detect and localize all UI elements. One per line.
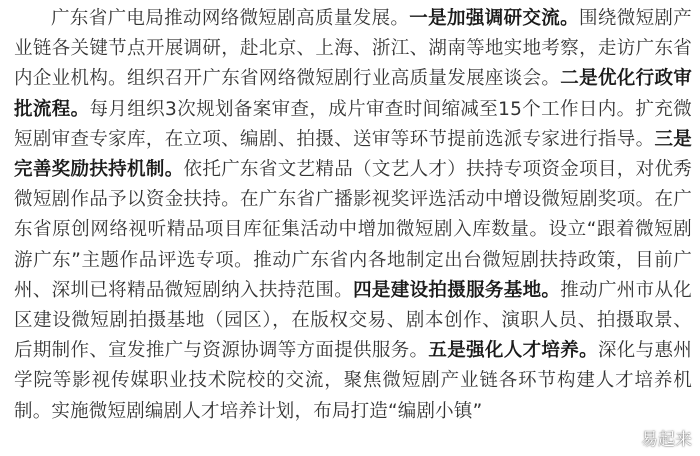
heading-five: 五是强化人才培养。 [428, 340, 598, 362]
weibo-icon [613, 428, 637, 448]
heading-one: 一是加强调研交流。 [409, 8, 579, 29]
article-body [14, 4, 692, 427]
watermark-text: 易起来 [641, 430, 692, 450]
article-paragraph [14, 4, 692, 427]
text-three: 依托广东省文艺精品（文艺人才）扶持专项资金项目，对优秀微短剧作品予以资金扶持。在广东省广播影视奖评选活动中增设微短剧奖项。在广东省原创网络视听精品项目库征集活动中增加微短剧入库数量。设立“跟着微短剧游广东”主题作品评选专项。推动广东省内各地制定出台微短剧扶持政策，目前广州、深圳已将精品微短剧纳入扶持范围。 [14, 159, 692, 301]
text-one: 围绕微短剧产业链各关键节点开展调研，赴北京、上海、浙江、湖南等地实地考察，走访广东省内企业机构。组织召开广东省网络微短剧行业高质量发展座谈会。 [14, 8, 692, 90]
heading-three: 三是完善奖励扶持机制。 [14, 128, 692, 181]
text-five: 深化与惠州学院等影视传媒职业技术院校的交流，聚焦微短剧产业链各环节构建人才培养机制。实施微短剧编剧人才培养计划，布局打造“编剧小镇” [14, 340, 692, 422]
text-four: 推动广州市从化区建设微短剧拍摄基地（园区），在版权交易、剧本创作、演职人员、拍摄取景、后期制作、宣发推广与资源协调等方面提供服务。 [14, 279, 693, 362]
text-two: 每月组织3次规划备案审查，成片审查时间缩减至15个工作日内。扩充微短剧审查专家库，在立项、编剧、拍摄、送审等环节提前选派专家进行指导。 [14, 98, 692, 150]
lead-sentence: 广东省广电局推动网络微短剧高质量发展。 [51, 8, 410, 29]
heading-four: 四是建设拍摄服务基地。 [353, 279, 561, 301]
watermark [613, 425, 692, 450]
heading-two: 二是优化行政审批流程。 [14, 68, 692, 120]
